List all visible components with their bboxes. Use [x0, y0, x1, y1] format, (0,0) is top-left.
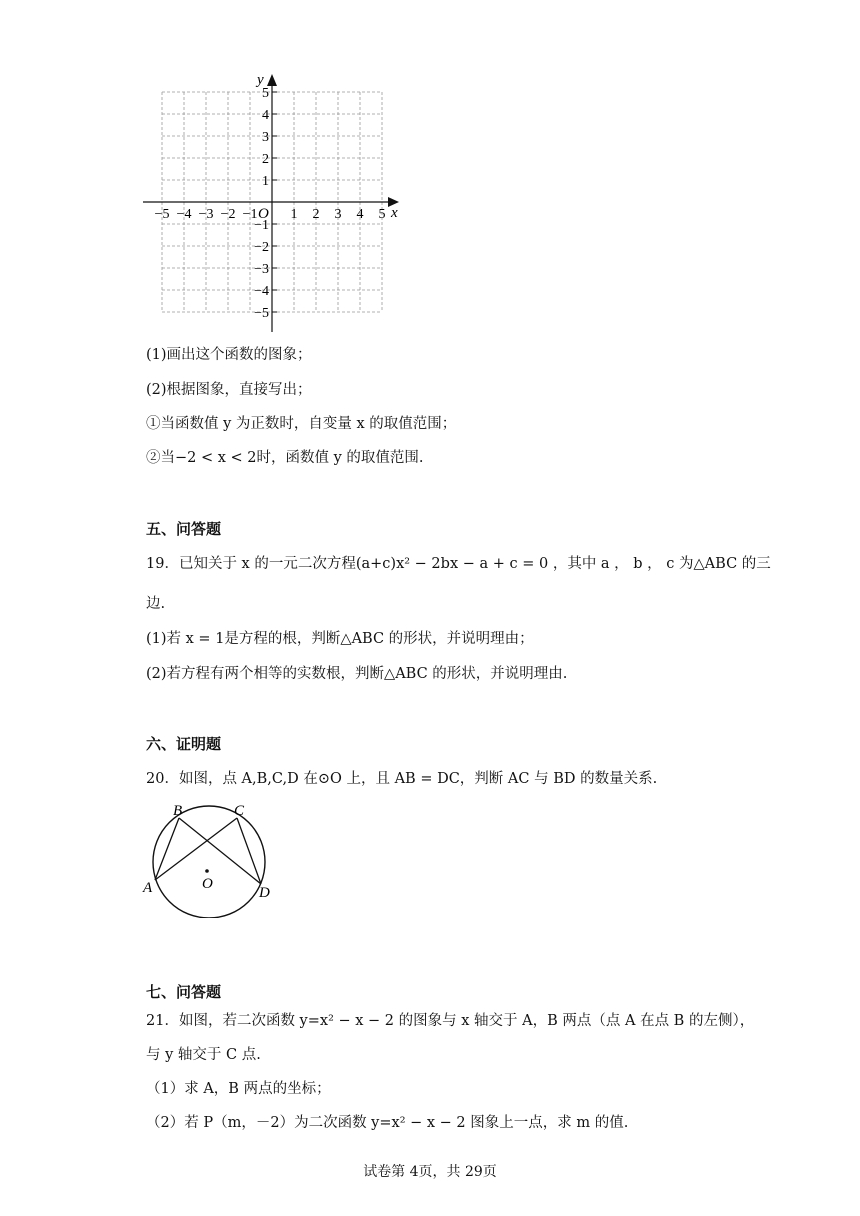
x-tick-label: 5 — [378, 207, 386, 222]
x-tick-label: 3 — [334, 207, 342, 222]
y-tick-label: 4 — [262, 108, 269, 123]
q19-line-2: 边. — [146, 596, 166, 612]
q18-line-2: (2)根据图象，直接写出； — [146, 382, 312, 398]
y-tick-label: −1 — [254, 218, 269, 233]
coordinate-grid-figure — [0, 0, 860, 340]
y-tick-label: 1 — [262, 174, 269, 189]
q19-part-2: (2)若方程有两个相等的实数根，判断△ABC 的形状，并说明理由. — [146, 666, 568, 682]
y-tick-label: −3 — [254, 262, 269, 277]
x-tick-labels — [155, 207, 386, 222]
x-tick-label: 1 — [290, 207, 298, 222]
x-axis-label: x — [391, 205, 398, 221]
q18-line-3: ①当函数值 y 为正数时，自变量 x 的取值范围； — [146, 416, 457, 432]
y-axis-label: y — [257, 72, 264, 88]
section-6-heading: 六、证明题 — [146, 735, 222, 753]
y-axis-arrow — [267, 74, 277, 86]
q18-line-4: ②当−2 < x < 2时，函数值 y 的取值范围. — [146, 450, 424, 466]
y-tick-label: −5 — [254, 306, 269, 321]
q21-line-2: 与 y 轴交于 C 点. — [146, 1047, 261, 1063]
circle-figure — [140, 798, 280, 918]
section-7-heading: 七、问答题 — [146, 983, 222, 1001]
label-b: B — [173, 803, 183, 819]
y-tick-label: 3 — [262, 130, 269, 145]
x-tick-label: −5 — [154, 207, 170, 222]
q20-text: 20．如图，点 A,B,C,D 在⊙O 上，且 AB = DC，判断 AC 与 BD 的数量关系. — [146, 771, 658, 787]
y-tick-label: −2 — [254, 240, 269, 255]
q19-line-1: 19．已知关于 x 的一元二次方程(a+c)x² − 2bx − a + c = 0 ，其中 a ， b ， c 为△ABC 的三 — [146, 556, 771, 572]
q21-part-1: （1）求 A，B 两点的坐标； — [146, 1081, 331, 1097]
x-tick-label: −3 — [198, 207, 214, 222]
label-o: O — [202, 876, 213, 892]
label-d: D — [259, 885, 270, 901]
q18-line-1: (1)画出这个函数的图象； — [146, 347, 312, 363]
x-tick-label: −2 — [220, 207, 236, 222]
y-tick-label: −4 — [254, 284, 269, 299]
y-tick-label: 5 — [262, 86, 269, 101]
y-tick-labels — [254, 86, 277, 321]
circle-o — [153, 806, 265, 918]
x-tick-label: 2 — [312, 207, 320, 222]
q21-part-2: （2）若 P（m，－2）为二次函数 y=x² − x − 2 图象上一点，求 m 的值. — [146, 1115, 629, 1131]
center-point — [205, 869, 209, 873]
label-c: C — [234, 803, 245, 819]
x-tick-label: −1 — [242, 207, 258, 222]
y-tick-label: 2 — [262, 152, 269, 167]
x-tick-label: −4 — [176, 207, 192, 222]
page-footer: 试卷第 4页，共 29页 — [363, 1164, 497, 1180]
q21-line-1: 21．如图，若二次函数 y=x² − x − 2 的图象与 x 轴交于 A，B 两点（点 A 在点 B 的左侧）， — [146, 1013, 755, 1029]
q19-part-1: (1)若 x = 1是方程的根，判断△ABC 的形状，并说明理由； — [146, 631, 534, 647]
label-a: A — [143, 880, 153, 896]
section-5-heading: 五、问答题 — [146, 520, 222, 538]
x-tick-label: 4 — [356, 207, 364, 222]
origin-label: O — [258, 206, 269, 222]
